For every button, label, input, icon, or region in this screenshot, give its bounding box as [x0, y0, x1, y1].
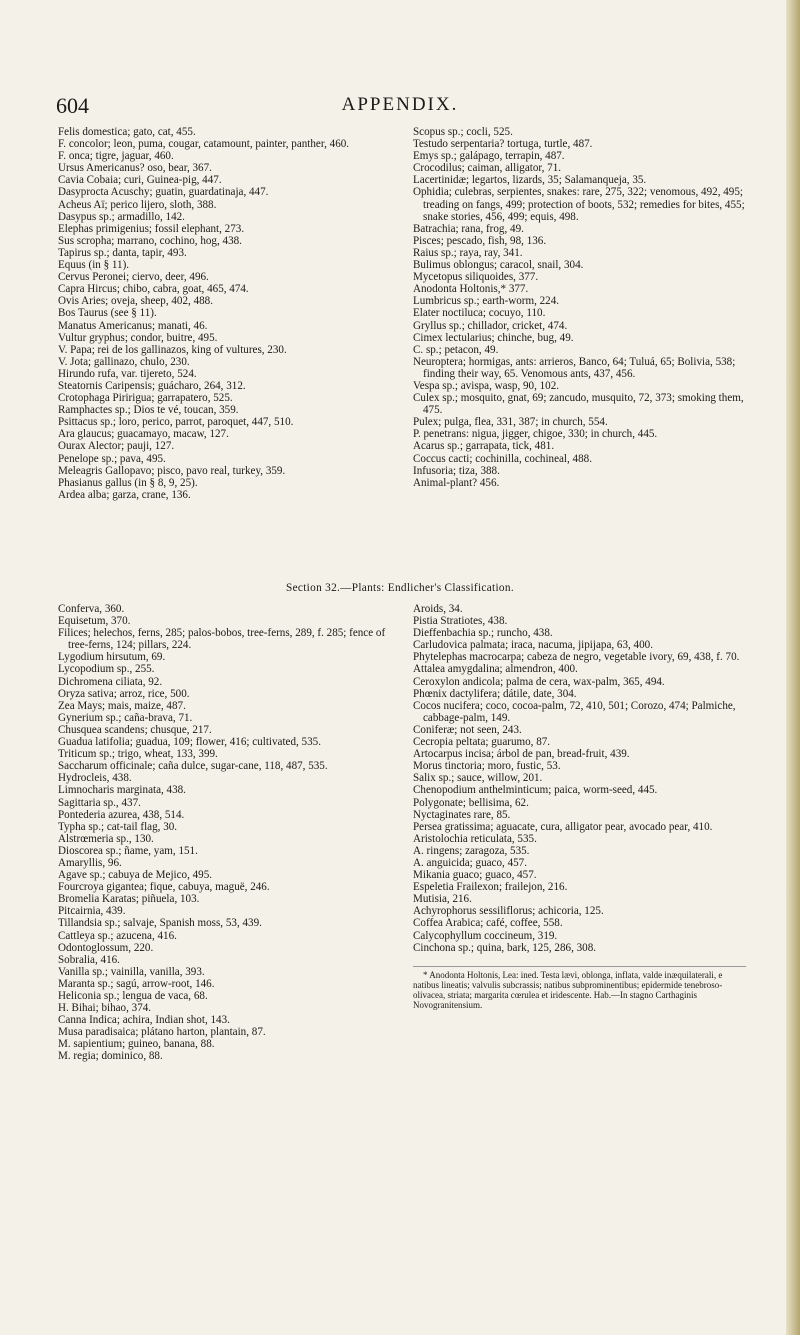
index-entry: Culex sp.; mosquito, gnat, 69; zancudo, musquito, 72, 373; smoking them, 475. — [413, 392, 744, 417]
index-entry: Guadua latifolia; guadua, 109; flower, 416; cultivated, 535. — [58, 736, 321, 749]
index-entry: Elater noctiluca; cocuyo, 110. — [413, 307, 546, 320]
index-entry: Sobralia, 416. — [58, 953, 120, 966]
index-entry: Mutisia, 216. — [413, 893, 472, 906]
index-entry: Tillandsia sp.; salvaje, Spanish moss, 53, 439. — [58, 917, 262, 930]
index-entry: Pistia Stratiotes, 438. — [413, 615, 508, 628]
index-entry: Pisces; pescado, fish, 98, 136. — [413, 234, 547, 247]
index-entry: M. regia; dominico, 88. — [58, 1050, 163, 1063]
index-entry: Animal-plant? 456. — [413, 476, 500, 489]
index-entry: Vultur gryphus; condor, buitre, 495. — [58, 331, 218, 344]
index-entry: Emys sp.; galápago, terrapin, 487. — [413, 150, 565, 163]
index-entry: V. Jota; gallinazo, chulo, 230. — [58, 355, 190, 368]
index-entry: Acheus Aï; perico lijero, sloth, 388. — [58, 198, 217, 211]
index-entry: Alstrœmeria sp., 130. — [58, 832, 154, 845]
page-edge — [786, 0, 800, 1335]
index-entry: A. ringens; zaragoza, 535. — [413, 844, 530, 857]
index-entry: Saccharum officinale; caña dulce, sugar-cane, 118, 487, 535. — [58, 760, 328, 773]
bottom-right-block — [413, 603, 746, 1010]
index-entry: Aristolochia reticulata, 535. — [413, 832, 537, 845]
section-heading: Section 32.—Plants: Endlicher's Classification. — [286, 582, 514, 594]
index-entry: Ovis Aries; oveja, sheep, 402, 488. — [58, 295, 213, 308]
index-entry: Persea gratissima; aguacate, cura, alligator pear, avocado pear, 410. — [413, 820, 713, 833]
index-entry: Equisetum, 370. — [58, 615, 131, 628]
index-entry: Espeletia Frailexon; frailejon, 216. — [413, 881, 568, 894]
index-entry: Lygodium hirsutum, 69. — [58, 651, 166, 664]
index-entry: M. sapientium; guineo, banana, 88. — [58, 1038, 215, 1051]
index-entry: Odontoglossum, 220. — [58, 941, 154, 954]
index-entry: Salix sp.; sauce, willow, 201. — [413, 772, 543, 785]
index-entry: Coccus cacti; cochinilla, cochineal, 488. — [413, 452, 592, 465]
index-entry: Crocodilus; caiman, alligator, 71. — [413, 162, 562, 175]
index-entry: Dichromena ciliata, 92. — [58, 675, 163, 688]
index-entry: Achyrophorus sessiliflorus; achicoria, 125. — [413, 905, 604, 918]
index-entry: Conferva, 360. — [58, 603, 125, 615]
index-entry: Vanilla sp.; vainilla, vanilla, 393. — [58, 965, 205, 978]
index-entry: Triticum sp.; trigo, wheat, 133, 399. — [58, 748, 218, 761]
index-entry: Testudo serpentaria? tortuga, turtle, 487. — [413, 138, 593, 151]
index-entry: Felis domestica; gato, cat, 455. — [58, 126, 196, 138]
index-entry: Oryza sativa; arroz, rice, 500. — [58, 687, 190, 700]
index-entry: Gryllus sp.; chillador, cricket, 474. — [413, 319, 568, 332]
index-entry: Cattleya sp.; azucena, 416. — [58, 929, 177, 942]
index-entry: Agave sp.; cabuya de Mejico, 495. — [58, 869, 213, 882]
index-entry: Fourcroya gigantea; fique, cabuya, maguë, 246. — [58, 881, 270, 894]
index-entry: Manatus Americanus; manati, 46. — [58, 319, 208, 332]
index-entry: Cervus Peronei; ciervo, deer, 496. — [58, 271, 209, 284]
index-entry: Ramphactes sp.; Dios te vé, toucan, 359. — [58, 404, 239, 417]
index-entry: Phœnix dactylifera; dátile, date, 304. — [413, 687, 577, 700]
index-entry: Sus scropha; marrano, cochino, hog, 438. — [58, 234, 242, 247]
index-entry: Calycophyllum coccineum, 319. — [413, 929, 558, 942]
index-entry: Dieffenbachia sp.; runcho, 438. — [413, 627, 553, 640]
index-entry: Pontederia azurea, 438, 514. — [58, 808, 185, 821]
index-entry: Mikania guaco; guaco, 457. — [413, 869, 537, 882]
index-entry: A. anguicida; guaco, 457. — [413, 856, 527, 869]
index-entry: Ourax Alector; pauji, 127. — [58, 440, 175, 453]
index-entry: Neuroptera; hormigas, ants: arrieros, Banco, 64; Tuluá, 65; Bolivia, 538; finding their way, 65. Venomous ants, 437, 456. — [413, 355, 736, 380]
index-entry: Sagittaria sp., 437. — [58, 796, 141, 809]
index-entry: Batrachia; rana, frog, 49. — [413, 222, 524, 235]
index-entry: Lumbricus sp.; earth-worm, 224. — [413, 295, 560, 308]
index-entry: Penelope sp.; pava, 495. — [58, 452, 166, 465]
index-entry: Vespa sp.; avispa, wasp, 90, 102. — [413, 379, 560, 392]
index-entry: C. sp.; petacon, 49. — [413, 343, 499, 356]
index-entry: Pitcairnia, 439. — [58, 905, 126, 918]
index-entry: Heliconia sp.; lengua de vaca, 68. — [58, 990, 208, 1002]
index-entry: Dioscorea sp.; ñame, yam, 151. — [58, 844, 198, 857]
index-entry: Limnocharis marginata, 438. — [58, 784, 186, 797]
index-entry: Filices; helechos, ferns, 285; palos-bobos, tree-ferns, 289, f. 285; fence of tree-ferns, 124; pillars, 224. — [58, 627, 386, 652]
index-entry: Infusoria; tiza, 388. — [413, 464, 500, 477]
index-entry: Aroids, 34. — [413, 603, 463, 615]
index-entry: Nyctaginates rare, 85. — [413, 808, 511, 821]
index-entry: Bromelia Karatas; piñuela, 103. — [58, 893, 200, 906]
index-entry: Scopus sp.; cocli, 525. — [413, 126, 513, 138]
index-entry: Gynerium sp.; caña-brava, 71. — [58, 711, 193, 724]
index-entry: Polygonate; bellisima, 62. — [413, 796, 529, 809]
index-entry: Hirundo rufa, var. tijereto, 524. — [58, 367, 197, 380]
index-entry: Phasianus gallus (in § 8, 9, 25). — [58, 476, 198, 489]
index-entry: Cocos nucifera; coco, cocoa-palm, 72, 410, 501; Corozo, 474; Palmiche, cabbage-palm, 149. — [413, 699, 736, 724]
index-entry: Carludovica palmata; iraca, nacuma, jipijapa, 63, 400. — [413, 639, 653, 652]
index-entry: Cinchona sp.; quina, bark, 125, 286, 308. — [413, 941, 597, 954]
index-entry: Ursus Americanus? oso, bear, 367. — [58, 162, 212, 175]
index-entry: Pulex; pulga, flea, 331, 387; in church, 554. — [413, 416, 608, 429]
index-entry: Ophidia; culebras, serpientes, snakes: rare, 275, 322; venomous, 492, 495; treading on fangs, 499; protection of boots, 532; remedies for bites, 455; snake stories, 456, 499; equis, 498. — [413, 186, 745, 223]
index-entry: Lacertinidæ; legartos, lizards, 35; Salamanqueja, 35. — [413, 174, 647, 187]
index-entry: Morus tinctoria; moro, fustic, 53. — [413, 760, 561, 773]
index-entry: Typha sp.; cat-tail flag, 30. — [58, 820, 178, 833]
index-entry: Meleagris Gallopavo; pisco, pavo real, turkey, 359. — [58, 464, 286, 477]
index-entry: V. Papa; rei de los gallinazos, king of vultures, 230. — [58, 343, 287, 356]
bottom-left-column — [58, 603, 388, 1063]
index-entry: Canna Indica; achira, Indian shot, 143. — [58, 1014, 230, 1027]
top-right-column — [413, 126, 746, 489]
top-left-column — [58, 126, 388, 501]
index-entry: Cecropia peltata; guarumo, 87. — [413, 736, 551, 749]
index-entry: Ceroxylon andicola; palma de cera, wax-palm, 365, 494. — [413, 675, 665, 688]
index-entry: Mycetopus siliquoides, 377. — [413, 271, 539, 284]
index-entry: Psittacus sp.; loro, perico, parrot, paroquet, 447, 510. — [58, 416, 294, 429]
index-entry: Equus (in § 11). — [58, 259, 130, 272]
running-head: APPENDIX. — [341, 94, 459, 115]
index-entry: Zea Mays; mais, maize, 487. — [58, 699, 186, 712]
index-entry: Lycopodium sp., 255. — [58, 663, 155, 676]
index-entry: Coffea Arabica; café, coffee, 558. — [413, 917, 563, 930]
index-entry: Ardea alba; garza, crane, 136. — [58, 488, 191, 501]
index-entry: Steatornis Caripensis; guácharo, 264, 312. — [58, 379, 246, 392]
index-entry: Attalea amygdalina; almendron, 400. — [413, 663, 578, 676]
index-entry: Hydrocleis, 438. — [58, 772, 132, 785]
index-entry: Chusquea scandens; chusque, 217. — [58, 723, 212, 736]
index-entry: Raius sp.; raya, ray, 341. — [413, 246, 523, 259]
index-entry: F. onca; tigre, jaguar, 460. — [58, 150, 174, 163]
index-entry: Dasyprocta Acuschy; guatin, guardatinaja, 447. — [58, 186, 269, 199]
index-entry: Tapirus sp.; danta, tapir, 493. — [58, 246, 187, 259]
index-entry: P. penetrans: nigua, jigger, chigoe, 330; in church, 445. — [413, 428, 658, 441]
index-entry: Bulimus oblongus; caracol, snail, 304. — [413, 259, 584, 272]
index-entry: Amaryllis, 96. — [58, 856, 122, 869]
index-entry: Capra Hircus; chibo, cabra, goat, 465, 474. — [58, 283, 249, 296]
index-entry: Elephas primigenius; fossil elephant, 273. — [58, 222, 245, 235]
footnote: * Anodonta Holtonis, Lea: ined. Testa lævi, oblonga, inflata, valde inæquilaterali, e natibus lineatis; valvulis subcrassis; natibus subprominentibus; epidermide tenebroso-olivacea, striata; margarita cœrulea et iridescente. Hab.—In stagno Carthaginis Novogranitensium. — [413, 966, 746, 1010]
index-entry: Cimex lectularius; chinche, bug, 49. — [413, 331, 574, 344]
index-entry: Musa paradisaica; plátano harton, plantain, 87. — [58, 1026, 266, 1039]
index-entry: H. Bihai; bihao, 374. — [58, 1002, 152, 1015]
index-entry: Crotophaga Piririgua; garrapatero, 525. — [58, 392, 233, 405]
index-entry: Phytelephas macrocarpa; cabeza de negro, vegetable ivory, 69, 438, f. 70. — [413, 651, 740, 664]
index-entry: Artocarpus incisa; árbol de pan, bread-fruit, 439. — [413, 748, 630, 761]
bottom-right-column — [413, 603, 746, 954]
index-entry: Acarus sp.; garrapata, tick, 481. — [413, 440, 555, 453]
index-entry: Bos Taurus (see § 11). — [58, 307, 157, 320]
index-entry: Ara glaucus; guacamayo, macaw, 127. — [58, 428, 229, 441]
index-entry: Anodonta Holtonis,* 377. — [413, 283, 529, 296]
index-entry: Coniferæ; not seen, 243. — [413, 723, 522, 736]
index-entry: Chenopodium anthelminticum; paica, worm-seed, 445. — [413, 784, 658, 797]
index-entry: F. concolor; leon, puma, cougar, catamount, painter, panther, 460. — [58, 138, 350, 151]
index-entry: Maranta sp.; sagú, arrow-root, 146. — [58, 977, 215, 990]
page-number: 604 — [56, 93, 89, 118]
index-entry: Dasypus sp.; armadillo, 142. — [58, 210, 185, 223]
index-entry: Cavia Cobaia; curi, Guinea-pig, 447. — [58, 174, 222, 187]
